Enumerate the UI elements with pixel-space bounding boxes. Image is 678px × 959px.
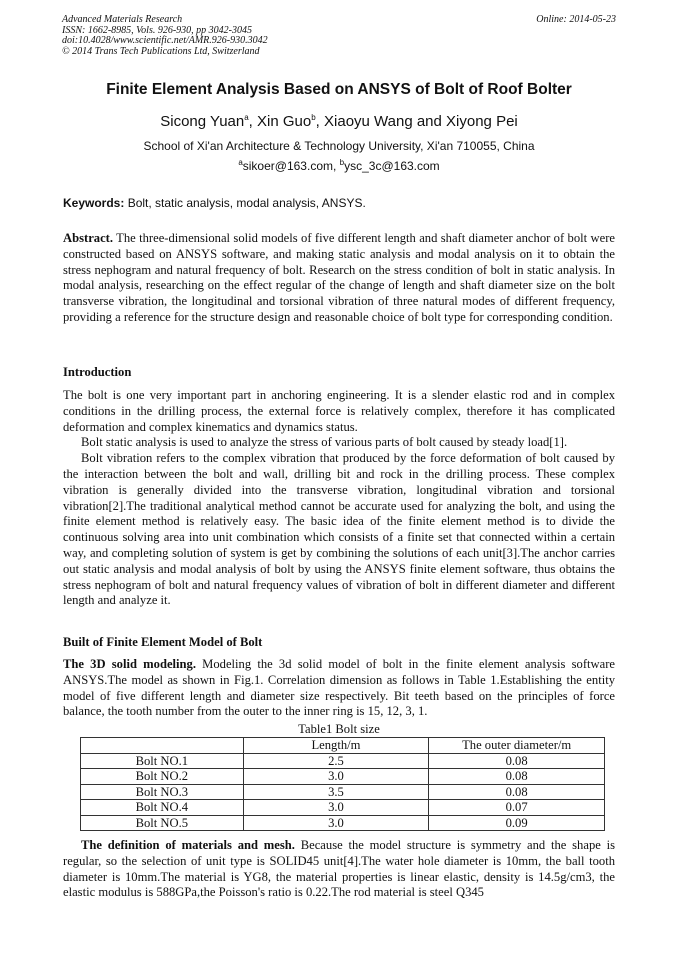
author-name: Sicong Yuan bbox=[160, 113, 245, 130]
journal-header bbox=[62, 15, 616, 57]
paragraph-text: Because the model structure is symmetry and the shape is regular, so the selection of unit type is SOLID45 unit[4].The water hole diameter is 10mm, the ball tooth diameter is 10mm.The material is YG8, the material properties is linear elastic, density is 14.5g/cm3, the elastic modulus is 588GPa,the Poisson's ratio is 0.22.The rod material is steel Q345 bbox=[63, 838, 616, 900]
table-caption: Table1 Bolt size bbox=[298, 722, 380, 736]
author-separator: , bbox=[248, 113, 258, 130]
doi-line: doi:10.4028/www.scientific.net/AMR.926-930.3042 bbox=[62, 35, 268, 46]
author-affil-mark: b bbox=[311, 113, 316, 122]
table-cell: Bolt NO.5 bbox=[81, 815, 244, 831]
table-header-cell bbox=[81, 738, 244, 754]
keywords bbox=[63, 196, 615, 210]
table-cell: 0.07 bbox=[429, 800, 605, 816]
table-cell: 0.08 bbox=[429, 784, 605, 800]
table-row bbox=[81, 769, 605, 785]
model-paragraph-1 bbox=[63, 657, 615, 720]
author-name: Xiaoyu Wang and Xiyong Pei bbox=[324, 113, 518, 130]
table-row bbox=[81, 753, 605, 769]
keywords-label: Keywords: bbox=[63, 196, 125, 210]
paragraph: The bolt is one very important part in anchoring engineering. It is a slender elastic rod and in complex conditions in the drilling process, the external force is relatively complex, therefore it has complicated deformation and complex kinematics and dynamics status. bbox=[63, 388, 615, 434]
bolt-size-table bbox=[80, 737, 605, 831]
table-cell: 0.08 bbox=[429, 769, 605, 785]
paragraph: Bolt static analysis is used to analyze the stress of various parts of bolt caused by steady load[1]. bbox=[81, 435, 568, 450]
table-header-row bbox=[81, 738, 605, 754]
author-list bbox=[0, 113, 678, 130]
abstract bbox=[63, 231, 615, 326]
paragraph-text: Modeling the 3d solid model of bolt in the finite element analysis software ANSYS.The model as shown in Fig.1. Correlation dimension as follows in Table 1.Establishing the entity model of five different length and diameter size respectively. Bit teeth based on the principles of force balance, the tooth number from the outer to the inner ring is 15, 12, 3, 1. bbox=[63, 657, 615, 719]
abstract-text: The three-dimensional solid models of five different length and shaft diameter anchor of bolt were constructed based on ANSYS software, and making static analysis and modal analysis on it to obtain the stress nephogram and natural frequency of bolt. Research on the stress condition of bolt in static analysis. In modal analysis, researching on the effect regular of the change of length and shaft diameter size on the bolt transverse vibration, the longitudinal and torsional vibration of three natural modes of different frequency, providing a reference for the structure design and reasonable choice of bolt type for corresponding condition. bbox=[63, 231, 615, 324]
table-row bbox=[81, 784, 605, 800]
table-header-cell: The outer diameter/m bbox=[429, 738, 605, 754]
table-cell: 3.5 bbox=[243, 784, 429, 800]
paragraph: Bolt vibration refers to the complex vibration that produced by the force deformation of bolt caused by the interaction between the bolt and wall, drilling bit and rock in the drilling process. These complex vibration is generally divided into the transverse vibration, longitudinal vibration and torsional vibration[2].The traditional analytical method cannot be accurate used for analyzing the bolt, and using the finite element method is relatively easy. The basic idea of the finite element method is to divide the continuous solving area into unit combination which consists of a finite set that connected within a certain way, and completing solution of system is get by combining the solutions of each unit[3].The anchor carries out static analysis and modal analysis of bolt by using the ANSYS finite element software, thus obtains the stress nephogram of bolt and natural frequency values of vibration of bolt in different diameter and different length and analyze it. bbox=[63, 451, 615, 608]
section-heading-introduction: Introduction bbox=[63, 365, 132, 379]
author-affil-mark: a bbox=[244, 113, 249, 122]
table-cell: Bolt NO.1 bbox=[81, 753, 244, 769]
online-date: Online: 2014-05-23 bbox=[536, 14, 616, 25]
affiliation: School of Xi'an Architecture & Technology University, Xi'an 710055, China bbox=[143, 139, 535, 153]
table-cell: 2.5 bbox=[243, 753, 429, 769]
table-cell: Bolt NO.2 bbox=[81, 769, 244, 785]
table-cell: Bolt NO.4 bbox=[81, 800, 244, 816]
abstract-label: Abstract. bbox=[63, 231, 114, 245]
introduction-body bbox=[63, 388, 615, 609]
table-row bbox=[81, 800, 605, 816]
paragraph-label: The definition of materials and mesh. bbox=[81, 838, 295, 852]
email-mark: a bbox=[238, 158, 243, 167]
table-cell: 0.08 bbox=[429, 753, 605, 769]
author-name: Xin Guo bbox=[257, 113, 312, 130]
copyright-line: © 2014 Trans Tech Publications Ltd, Switzerland bbox=[62, 45, 260, 57]
table-header-cell: Length/m bbox=[243, 738, 429, 754]
issn-line: ISSN: 1662-8985, Vols. 926-930, pp 3042-3045 bbox=[62, 24, 252, 36]
table-row bbox=[81, 815, 605, 831]
author-emails bbox=[0, 159, 678, 173]
section-heading-model: Built of Finite Element Model of Bolt bbox=[63, 635, 263, 649]
keywords-text: Bolt, static analysis, modal analysis, ANSYS. bbox=[124, 196, 366, 210]
table-cell: 0.09 bbox=[429, 815, 605, 831]
table-cell: 3.0 bbox=[243, 815, 429, 831]
paragraph-label: The 3D solid modeling. bbox=[63, 657, 196, 671]
email-mark: b bbox=[339, 158, 345, 167]
email-b: ysc_3c@163.com bbox=[344, 159, 440, 173]
email-a: sikoer@163.com, bbox=[242, 159, 340, 173]
author-separator: , bbox=[315, 113, 325, 130]
paper-title: Finite Element Analysis Based on ANSYS of Bolt of Roof Bolter bbox=[106, 81, 572, 98]
table-cell: 3.0 bbox=[243, 800, 429, 816]
table-cell: Bolt NO.3 bbox=[81, 784, 244, 800]
model-paragraph-2 bbox=[63, 838, 615, 901]
journal-name: Advanced Materials Research bbox=[62, 14, 183, 25]
table-cell: 3.0 bbox=[243, 769, 429, 785]
